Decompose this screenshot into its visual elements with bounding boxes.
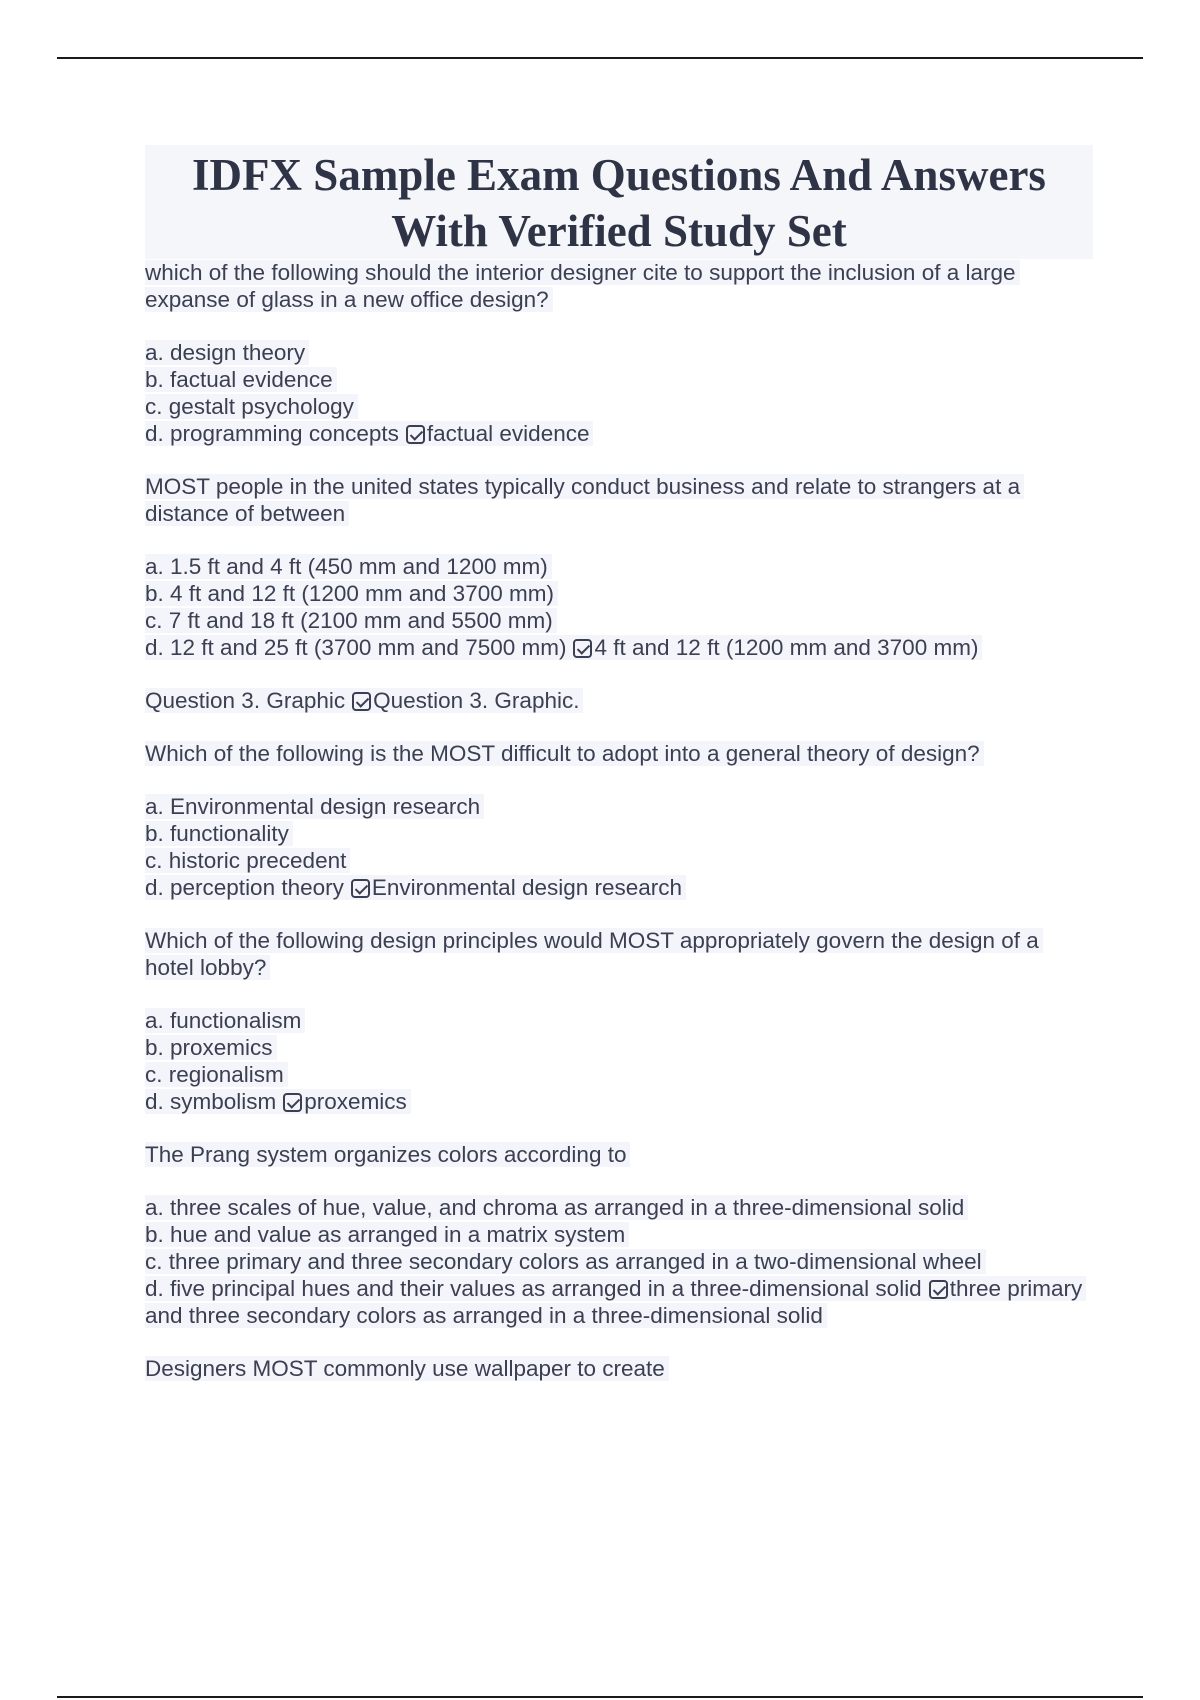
option-item: c. 7 ft and 18 ft (2100 mm and 5500 mm): [145, 608, 557, 633]
document-body: [145, 145, 1093, 1382]
option-item: b. hue and value as arranged in a matrix system: [145, 1222, 629, 1247]
option-item: a. functionalism: [145, 1008, 305, 1033]
option-item: b. 4 ft and 12 ft (1200 mm and 3700 mm): [145, 581, 558, 606]
question-block: [145, 740, 1093, 901]
option-item: a. three scales of hue, value, and chroma as arranged in a three-dimensional solid: [145, 1195, 968, 1220]
answer-text: 4 ft and 12 ft (1200 mm and 3700 mm): [594, 635, 979, 660]
question-text: Designers MOST commonly use wallpaper to create: [145, 1356, 669, 1381]
option-item: b. factual evidence: [145, 367, 337, 392]
question-text: which of the following should the interior designer cite to support the inclusion of a large expanse of glass in a new office design?: [145, 260, 1020, 312]
question-block: [145, 1355, 1093, 1382]
option-item: d. programming concepts: [145, 421, 399, 446]
option-item: d. 12 ft and 25 ft (3700 mm and 7500 mm): [145, 635, 567, 660]
question-text: The Prang system organizes colors according to: [145, 1142, 630, 1167]
option-item: b. functionality: [145, 821, 293, 846]
checkbox-check-icon: [573, 639, 592, 658]
question-text: Which of the following is the MOST difficult to adopt into a general theory of design?: [145, 741, 984, 766]
option-item: d. symbolism: [145, 1089, 277, 1114]
option-item: c. gestalt psychology: [145, 394, 358, 419]
question-text: Which of the following design principles would MOST appropriately govern the design of a hotel lobby?: [145, 928, 1043, 980]
question-block: [145, 1141, 1093, 1329]
top-rule: [57, 57, 1143, 59]
answer-text: three primary and three secondary colors as arranged in a three-dimensional solid: [145, 1276, 1083, 1328]
option-list: [145, 793, 1093, 901]
option-item: b. proxemics: [145, 1035, 277, 1060]
bottom-rule: [57, 1696, 1143, 1698]
option-item: c. historic precedent: [145, 848, 350, 873]
option-list: [145, 1007, 1093, 1115]
option-item: a. design theory: [145, 340, 309, 365]
option-list: [145, 339, 1093, 447]
question-block: [145, 687, 1093, 714]
answer-text: factual evidence: [426, 421, 590, 446]
option-item: c. regionalism: [145, 1062, 288, 1087]
checkbox-check-icon: [351, 879, 370, 898]
option-item: a. Environmental design research: [145, 794, 484, 819]
answer-text: Question 3. Graphic.: [373, 688, 580, 713]
question-block: [145, 927, 1093, 1115]
question-block: [145, 473, 1093, 661]
checkbox-check-icon: [352, 692, 371, 711]
option-item: d. perception theory: [145, 875, 344, 900]
answer-text: Environmental design research: [371, 875, 683, 900]
checkbox-check-icon: [929, 1280, 948, 1299]
answer-text: proxemics: [304, 1089, 407, 1114]
question-text: Question 3. Graphic: [145, 688, 346, 713]
question-text: MOST people in the united states typically conduct business and relate to strangers at a distance of between: [145, 474, 1024, 526]
checkbox-check-icon: [283, 1093, 302, 1112]
option-item: a. 1.5 ft and 4 ft (450 mm and 1200 mm): [145, 554, 552, 579]
option-item: c. three primary and three secondary colors as arranged in a two-dimensional wheel: [145, 1249, 986, 1274]
option-list: [145, 553, 1093, 661]
option-item: d. five principal hues and their values as arranged in a three-dimensional solid: [145, 1276, 922, 1301]
checkbox-check-icon: [406, 425, 425, 444]
question-block: [145, 259, 1093, 447]
option-list: [145, 1194, 1093, 1329]
document-title: IDFX Sample Exam Questions And Answers With Verified Study Set: [145, 145, 1093, 259]
